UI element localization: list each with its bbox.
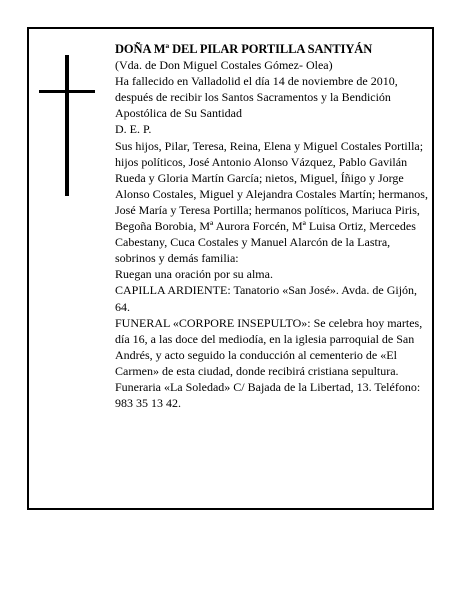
cross-horizontal-bar [39,90,95,93]
widow-of-line: (Vda. de Don Miguel Costales Gómez- Olea) [115,58,333,73]
notice-text [115,41,431,411]
funeral-home-info: Funeraria «La Soledad» C/ Bajada de la Libertad, 13. Teléfono: 983 35 13 42. [115,379,421,411]
rip-line: D. E. P. [115,122,152,137]
family-list: Sus hijos, Pilar, Teresa, Reina, Elena y Miguel Costales Portilla; hijos políticos, José Antonio Alonso Vázquez, Pablo Gavilán Rueda y Gloria Martín García; nietos, Miguel, Íñigo y Jorge Alonso Costales, Miguel y Alejandra Costales Martín; hermanos, José María y Teresa Portilla; hermanos políticos, Mariuca Piris, Begoña Borobia, Mª Aurora Forcén, Mª Luisa Ortiz, Mercedes Cabestany, Cuca Costales y Manuel Alarcón de la Lastra, sobrinos y demás familia: [115,138,428,266]
prayer-request: Ruegan una oración por su alma. [115,267,273,282]
funeral-info: FUNERAL «CORPORE INSEPULTO»: Se celebra hoy martes, día 16, a las doce del mediodía, en la iglesia parroquial de San Andrés, y acto seguido la conducción al cementerio de «El Carmen» de esta ciudad, donde recibirá cristiana sepultura. [115,315,423,378]
obituary-notice [27,27,434,510]
death-announcement: Ha fallecido en Valladolid el día 14 de noviembre de 2010, después de recibir los Santos Sacramentos y la Bendición Apostólica de Su Santidad [115,74,398,121]
chapel-info: CAPILLA ARDIENTE: Tanatorio «San José». Avda. de Gijón, 64. [115,283,418,314]
deceased-name: DOÑA Mª DEL PILAR PORTILLA SANTIYÁN [115,42,373,56]
cross-vertical-bar [65,55,69,196]
